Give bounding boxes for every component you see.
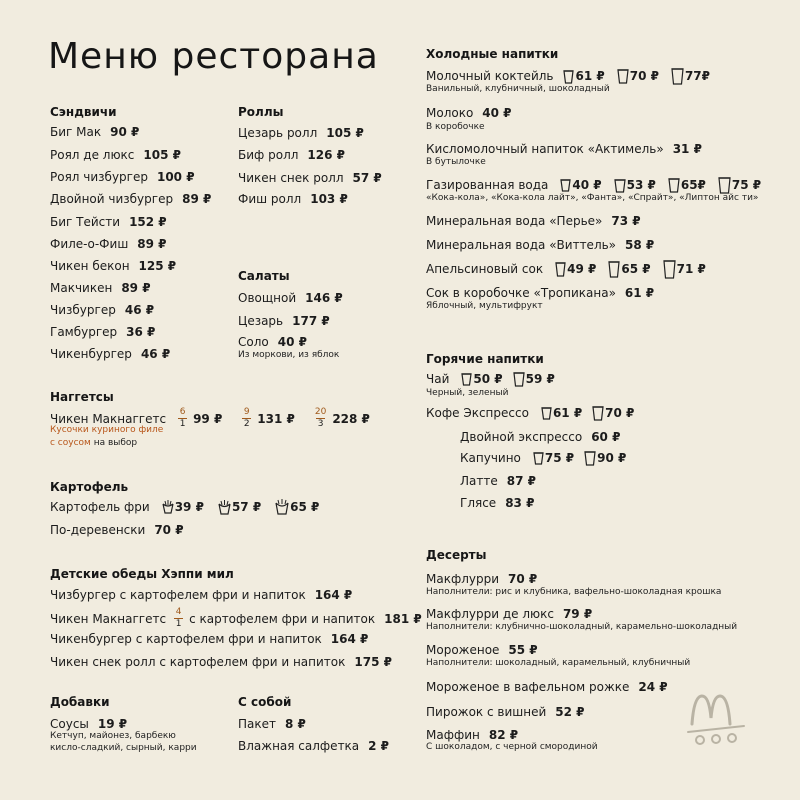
cup-icon xyxy=(617,68,629,84)
section-heading-cold-drinks: Холодные напитки xyxy=(426,47,559,61)
portion-fraction: $\frac{20}{3}$ xyxy=(314,407,327,429)
menu-item: Чикен снек ролл с картофелем фри и напиток 175 ₽ xyxy=(50,655,392,669)
menu-item: Биг Мак 90 ₽ xyxy=(50,125,140,139)
item-note: Наполнители: клубнично-шоколадный, карамельно-шоколадный xyxy=(426,622,738,632)
cup-icon xyxy=(533,451,544,465)
cup-icon xyxy=(541,406,552,420)
menu-item: Влажная салфетка 2 ₽ xyxy=(238,739,390,753)
menu-item: Соло 40 ₽ xyxy=(238,335,307,349)
cup-icon xyxy=(614,178,626,193)
cup-icon xyxy=(668,177,680,193)
logo-icon xyxy=(686,688,748,750)
menu-item: Кисломолочный напиток «Актимель» 31 ₽ xyxy=(426,142,702,156)
menu-item: Пирожок с вишней 52 ₽ xyxy=(426,705,585,719)
menu-item: Минеральная вода «Перье» 73 ₽ xyxy=(426,214,641,228)
item-note: «Кока-кола», «Кока-кола лайт», «Фанта», «Спрайт», «Липтон айс ти» xyxy=(426,193,759,203)
size-option: 70 ₽ xyxy=(592,405,634,421)
cup-icon xyxy=(563,69,574,84)
menu-item: Маффин 82 ₽ xyxy=(426,728,519,742)
menu-item: Гамбургер 36 ₽ xyxy=(50,325,156,339)
menu-item: Двойной чизбургер 89 ₽ xyxy=(50,192,212,206)
item-note: Кусочки куриного филе xyxy=(50,425,164,435)
menu-item: Пакет 8 ₽ xyxy=(238,717,306,731)
portion-fraction: $\frac{4}{1}$ xyxy=(175,607,182,629)
item-note: Яблочный, мультифрукт xyxy=(426,301,543,311)
menu-item: Мороженое в вафельном рожке 24 ₽ xyxy=(426,680,668,694)
fries-box-icon xyxy=(162,500,174,514)
size-option: 65₽ xyxy=(668,177,706,193)
cup-icon xyxy=(555,261,566,277)
section-heading-salads: Салаты xyxy=(238,269,290,283)
menu-item-tea: Чай 50 ₽ 59 ₽ xyxy=(426,372,555,386)
section-heading-extras: Добавки xyxy=(50,695,110,709)
size-option: 39 ₽ xyxy=(162,500,204,514)
size-option: 59 ₽ xyxy=(513,371,555,387)
menu-item: Макфлурри 70 ₽ xyxy=(426,572,538,586)
item-note: кисло-сладкий, сырный, карри xyxy=(50,743,197,753)
menu-item: Чикен Макнаггетс $\frac{4}{1}$ с картофелем фри и напиток 181 ₽ xyxy=(50,607,422,629)
menu-item: Чикенбургер с картофелем фри и напиток 164 ₽ xyxy=(50,632,369,646)
menu-item-orange-juice: Апельсиновый сок 49 ₽ 65 ₽ 71 ₽ xyxy=(426,259,706,279)
menu-item: Овощной 146 ₽ xyxy=(238,291,343,305)
menu-item: Цезарь ролл 105 ₽ xyxy=(238,126,364,140)
page-title: Меню ресторана xyxy=(48,36,379,77)
size-option: 65 ₽ xyxy=(608,260,650,278)
section-heading-sandwiches: Сэндвичи xyxy=(50,105,117,119)
menu-item: Мороженое 55 ₽ xyxy=(426,643,538,657)
item-note: В коробочке xyxy=(426,122,485,132)
menu-item: Чикенбургер 46 ₽ xyxy=(50,347,171,361)
menu-item: Фиш ролл 103 ₽ xyxy=(238,192,348,206)
section-heading-desserts: Десерты xyxy=(426,548,487,562)
cup-icon xyxy=(560,178,571,192)
menu-item: По-деревенски 70 ₽ xyxy=(50,523,184,537)
cup-icon xyxy=(671,67,684,85)
menu-item: Глясе 83 ₽ xyxy=(460,496,535,510)
menu-item: Соусы 19 ₽ xyxy=(50,717,128,731)
item-note: Из моркови, из яблок xyxy=(238,350,340,360)
item-note: Наполнители: рис и клубника, вафельно-шоколадная крошка xyxy=(426,587,722,597)
size-option: 71 ₽ xyxy=(663,259,706,279)
cup-icon xyxy=(584,450,596,466)
menu-item: Латте 87 ₽ xyxy=(460,474,536,488)
item-note: В бутылочке xyxy=(426,157,486,167)
size-option: 70 ₽ xyxy=(617,68,659,84)
size-option: 77₽ xyxy=(671,67,710,85)
menu-item-espresso: Кофе Экспрессо 61 ₽ 70 ₽ xyxy=(426,406,635,420)
size-option: 65 ₽ xyxy=(275,499,319,515)
size-option: 49 ₽ xyxy=(555,261,596,277)
size-option: 53 ₽ xyxy=(614,178,656,193)
item-note: Кетчуп, майонез, барбекю xyxy=(50,731,176,741)
cup-icon xyxy=(608,260,620,278)
menu-item: Двойной экспрессо 60 ₽ xyxy=(460,430,621,444)
menu-item: Биф ролл 126 ₽ xyxy=(238,148,345,162)
item-note: Ванильный, клубничный, шоколадный xyxy=(426,84,610,94)
menu-item: Чикен бекон 125 ₽ xyxy=(50,259,177,273)
cup-icon xyxy=(718,176,731,194)
fries-box-icon xyxy=(275,499,289,515)
menu-item: Макфлурри де люкс 79 ₽ xyxy=(426,607,593,621)
fries-box-icon xyxy=(218,500,231,515)
menu-item-cappuccino: Капучино 75 ₽ 90 ₽ xyxy=(460,451,627,465)
size-option: 57 ₽ xyxy=(218,500,261,515)
section-heading-fries: Картофель xyxy=(50,480,129,494)
menu-item: Биг Тейсти 152 ₽ xyxy=(50,215,167,229)
size-option: 90 ₽ xyxy=(584,450,626,466)
size-option: 40 ₽ xyxy=(560,178,601,192)
menu-item: Чикен снек ролл 57 ₽ xyxy=(238,171,382,185)
item-note: С шоколадом, с черной смородиной xyxy=(426,742,598,752)
menu-item: Сок в коробочке «Тропикана» 61 ₽ xyxy=(426,286,655,300)
section-heading-hot-drinks: Горячие напитки xyxy=(426,352,544,366)
menu-item: Филе-о-Фиш 89 ₽ xyxy=(50,237,167,251)
size-option: 61 ₽ xyxy=(563,69,604,84)
size-option: 75 ₽ xyxy=(533,451,574,465)
menu-item: Чизбургер 46 ₽ xyxy=(50,303,155,317)
cup-icon xyxy=(663,259,676,279)
menu-item: Молоко 40 ₽ xyxy=(426,106,512,120)
size-option: 61 ₽ xyxy=(541,406,582,420)
cup-icon xyxy=(461,372,472,386)
section-heading-happy-meal: Детские обеды Хэппи мил xyxy=(50,567,234,581)
size-option: 75 ₽ xyxy=(718,176,761,194)
menu-item: Минеральная вода «Виттель» 58 ₽ xyxy=(426,238,655,252)
item-note: Наполнители: шоколадный, карамельный, клубничный xyxy=(426,658,691,668)
menu-item: Роял де люкс 105 ₽ xyxy=(50,148,181,162)
section-heading-takeaway: С собой xyxy=(238,695,292,709)
portion-fraction: $\frac{9}{2}$ xyxy=(243,407,250,429)
menu-item: Макчикен 89 ₽ xyxy=(50,281,151,295)
menu-item-milkshake: Молочный коктейль 61 ₽ 70 ₽ 77₽ xyxy=(426,69,711,83)
menu-item-nuggets: Чикен Макнаггетс $\frac{6}{1}$ 99 ₽ $\frac{9}{2}$ 131 ₽ $\frac{20}{3}$ 228 ₽ xyxy=(50,407,370,429)
menu-item-fries: Картофель фри 39 ₽ 57 ₽ 65 ₽ xyxy=(50,500,320,514)
section-heading-rolls: Роллы xyxy=(238,105,284,119)
item-note: с соусом на выбор xyxy=(50,438,138,448)
portion-fraction: $\frac{6}{1}$ xyxy=(179,407,186,429)
menu-item: Цезарь 177 ₽ xyxy=(238,314,330,328)
section-heading-nuggets: Наггетсы xyxy=(50,390,114,404)
cup-icon xyxy=(592,405,604,421)
size-option: 50 ₽ xyxy=(461,372,502,386)
cup-icon xyxy=(513,371,525,387)
item-note: Черный, зеленый xyxy=(426,388,509,398)
menu-item: Чизбургер с картофелем фри и напиток 164 ₽ xyxy=(50,588,353,602)
menu-item-soda: Газированная вода 40 ₽ 53 ₽ 65₽ 75 ₽ xyxy=(426,178,762,192)
menu-item: Роял чизбургер 100 ₽ xyxy=(50,170,195,184)
